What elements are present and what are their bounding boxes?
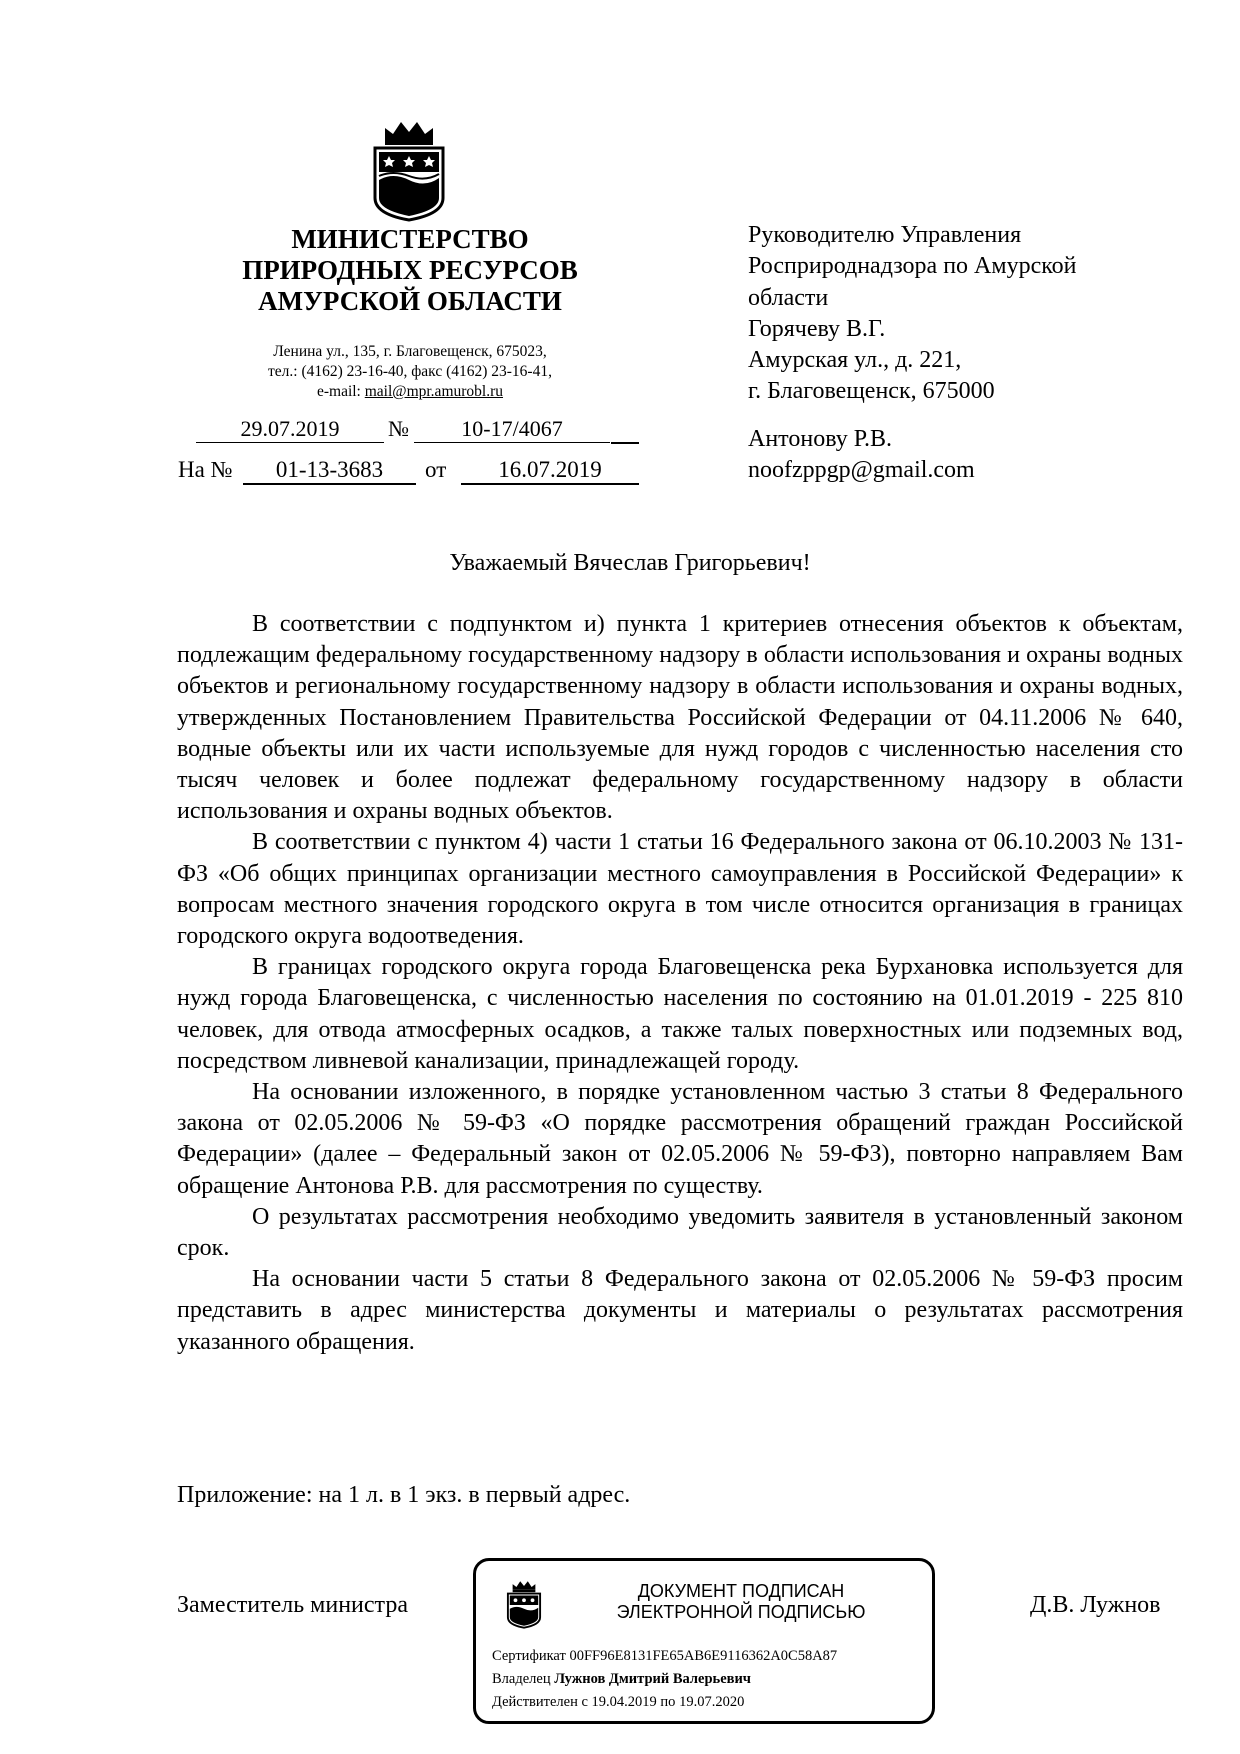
recipient-line-3: области	[748, 284, 829, 311]
ministry-address	[160, 342, 660, 402]
second-recipient-block	[748, 424, 975, 487]
paragraph-2: В соответствии с пунктом 4) части 1 статьи 16 Федерального закона от 06.10.2003 № 131-ФЗ «Об общих принципах организации местного самоуправления в Российской Федерации» к вопросам местного значения городского округа в том числе относится организация в границах городского округа водоотведения.	[177, 829, 1183, 950]
signer-title: Заместитель министра	[177, 1592, 408, 1618]
second-recipient-name: Антонову Р.В.	[748, 426, 893, 452]
stamp-title	[556, 1581, 926, 1623]
stamp-coat-of-arms-icon	[506, 1579, 542, 1629]
paragraph-5: О результатах рассмотрения необходимо уведомить заявителя в установленный законом срок.	[177, 1203, 1183, 1262]
owner-row	[492, 1668, 837, 1691]
electronic-signature-stamp	[473, 1558, 935, 1724]
recipient-block	[748, 220, 1077, 408]
valid-to: 19.07.2020	[679, 1694, 745, 1710]
certificate-label: Сертификат	[492, 1648, 566, 1664]
valid-label: Действителен с	[492, 1694, 588, 1710]
certificate-value: 00FF96E8131FE65AB6E9116362A0C58A87	[569, 1648, 838, 1664]
reference-number: 01-13-3683	[243, 457, 416, 485]
amur-region-coat-of-arms-icon	[371, 118, 447, 222]
recipient-line-2: Росприроднадзора по Амурской	[748, 253, 1077, 280]
reference-number-label: На №	[178, 457, 233, 482]
valid-to-label: по	[660, 1694, 676, 1710]
validity-row	[492, 1691, 837, 1714]
greeting: Уважаемый Вячеслав Григорьевич!	[449, 550, 811, 576]
email-link[interactable]: mail@mpr.amurobl.ru	[364, 383, 504, 400]
recipient-line-5: Амурская ул., д. 221,	[748, 347, 962, 374]
owner-label: Владелец	[492, 1671, 551, 1687]
reference-from-label: от	[425, 457, 447, 482]
registration-number-tail	[611, 416, 639, 444]
paragraph-4: На основании изложенного, в порядке установленном частью 3 статьи 8 Федерального закона от 02.05.2006 № 59-ФЗ «О порядке рассмотрения обращений граждан Российской Федерации» (далее – Федеральный закон от 02.05.2006 № 59-ФЗ), повторно направляем Вам обращение Антонова Р.В. для рассмотрения по существу.	[177, 1079, 1183, 1199]
certificate-row	[492, 1645, 837, 1668]
second-recipient-email: noofzppgp@gmail.com	[748, 457, 975, 484]
email-label: e-mail:	[316, 383, 365, 400]
address-line-1: Ленина ул., 135, г. Благовещенск, 675023,	[273, 343, 547, 360]
paragraph-1: В соответствии с подпунктом и) пункта 1 критериев отнесения объектов к объектам, подлежащим федеральному государственному надзору в области использования и охраны водных объектов и региональному государственному надзору в области использования и охраны водных, утвержденных Постановлением Правительства Российской Федерации от 04.11.2006 № 640, водные объекты или их части используемые для нужд городов с численностью населения сто тысяч человек и более подлежат федеральному государственному надзору в области использования и охраны водных объектов.	[177, 611, 1183, 825]
stamp-title-line-1: ДОКУМЕНТ ПОДПИСАН	[637, 1581, 845, 1601]
ministry-name-line-2: ПРИРОДНЫХ РЕСУРСОВ	[242, 255, 578, 285]
paragraph-3: В границах городского округа города Благовещенска река Бурхановка используется для нужд города Благовещенска, с численностью населения по состоянию на 01.01.2019 - 225 810 человек, для отвода атмосферных осадков, а также талых поверхностных или подземных вод, посредством ливневой канализации, принадлежащей городу.	[177, 954, 1183, 1074]
ministry-name-line-1: МИНИСТЕРСТВО	[291, 224, 529, 254]
stamp-title-line-2: ЭЛЕКТРОННОЙ ПОДПИСЬЮ	[616, 1602, 866, 1622]
email-line	[160, 382, 660, 402]
valid-from: 19.04.2019	[591, 1694, 657, 1710]
signer-name: Д.В. Лужнов	[1030, 1592, 1161, 1618]
paragraph-6: На основании части 5 статьи 8 Федерального закона от 02.05.2006 № 59-ФЗ просим представить в адрес министерства документы и материалы о результатах рассмотрения указанного обращения.	[177, 1266, 1183, 1355]
reference-date: 16.07.2019	[461, 457, 639, 485]
registration-date: 29.07.2019	[196, 416, 384, 443]
ministry-name-line-3: АМУРСКОЙ ОБЛАСТИ	[258, 286, 562, 316]
recipient-line-4: Горячеву В.Г.	[748, 315, 886, 342]
letter-body	[177, 609, 1183, 1358]
ministry-name	[160, 224, 660, 317]
address-line-2: тел.: (4162) 23-16-40, факс (4162) 23-16-41,	[268, 363, 552, 380]
recipient-line-6: г. Благовещенск, 675000	[748, 378, 995, 405]
recipient-line-1: Руководителю Управления	[748, 222, 1022, 248]
attachment-note: Приложение: на 1 л. в 1 экз. в первый адрес.	[177, 1482, 631, 1508]
registration-number: 10-17/4067	[414, 416, 610, 443]
owner-value: Лужнов Дмитрий Валерьевич	[554, 1671, 751, 1687]
registration-number-label: №	[388, 416, 409, 441]
stamp-details	[492, 1645, 837, 1714]
